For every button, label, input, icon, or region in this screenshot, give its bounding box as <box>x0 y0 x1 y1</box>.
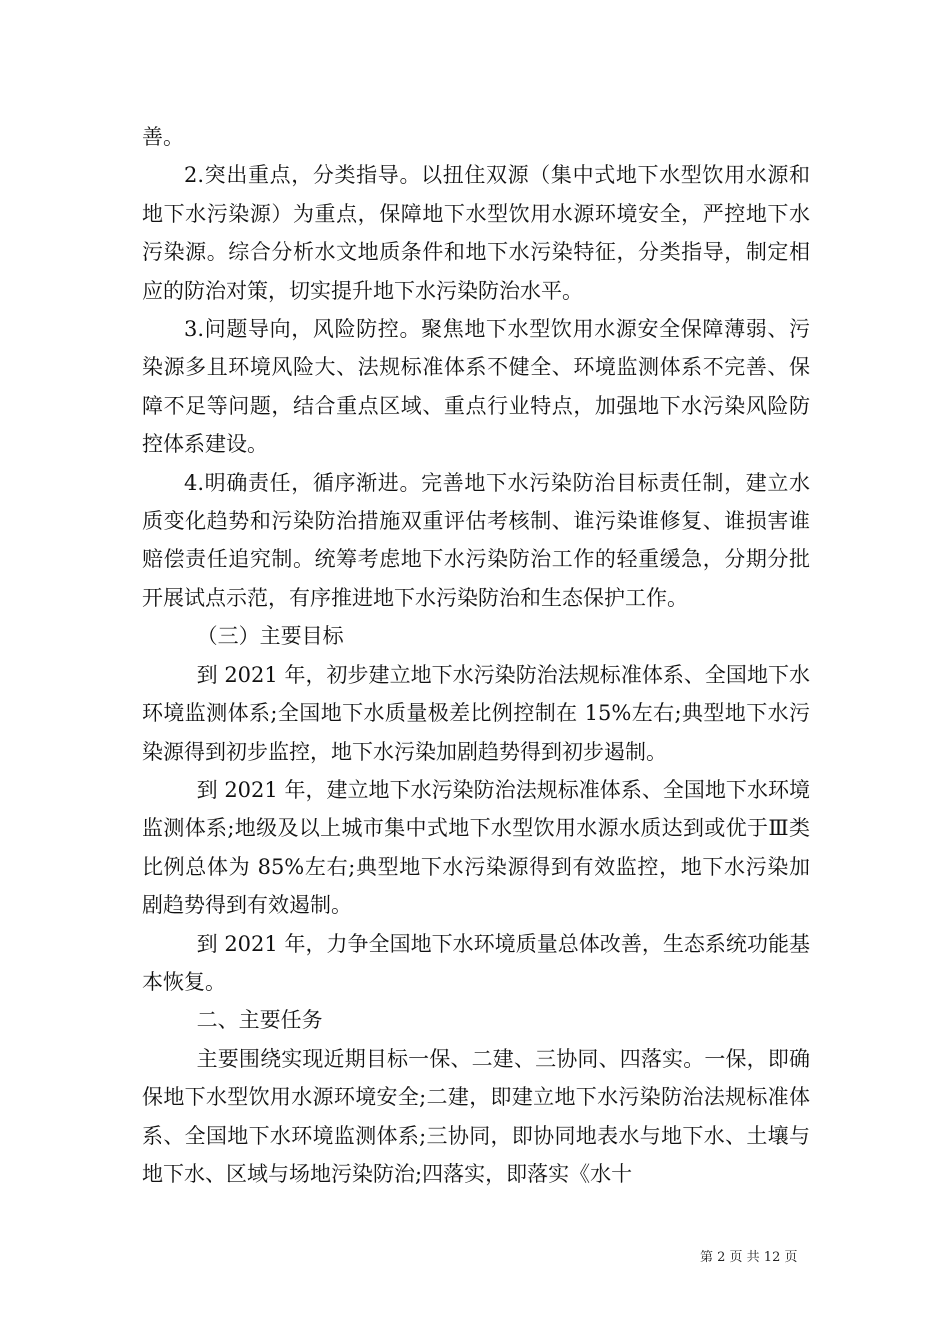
paragraph-continuation: 善。 <box>142 125 184 149</box>
section-heading-main-goals: （三）主要目标 <box>196 624 344 649</box>
paragraph-tasks-intro: 主要围绕实现近期目标一保、二建、三协同、四落实。一保，即确保地下水型饮用水源环境安全;二建，即建立地下水污染防治法规标准体系、全国地下水环境监测体系;三协同，即协同地表水与地下水、土壤与地下水、区域与场地污染防治;四落实，即落实《水十 <box>142 1046 810 1186</box>
paragraph-principle-4: 4.明确责任，循序渐进。完善地下水污染防治目标责任制，建立水质变化趋势和污染防治措施双重评估考核制、谁污染谁修复、谁损害谁赔偿责任追究制。统筹考虑地下水污染防治工作的轻重缓急，分期分批开展试点示范，有序推进地下水污染防治和生态保护工作。 <box>142 470 810 610</box>
paragraph-principle-2: 2.突出重点，分类指导。以扭住双源（集中式地下水型饮用水源和地下水污染源）为重点，保障地下水型饮用水源环境安全，严控地下水污染源。综合分析水文地质条件和地下水污染特征，分类指导，制定相应的防治对策，切实提升地下水污染防治水平。 <box>142 163 810 303</box>
paragraph-principle-3: 3.问题导向，风险防控。聚焦地下水型饮用水源安全保障薄弱、污染源多且环境风险大、法规标准体系不健全、环境监测体系不完善、保障不足等问题，结合重点区域、重点行业特点，加强地下水污染风险防控体系建设。 <box>142 317 810 457</box>
document-body <box>142 118 810 1193</box>
paragraph-goal-3: 到 2021 年，力争全国地下水环境质量总体改善，生态系统功能基本恢复。 <box>142 931 810 994</box>
page-number-footer: 第 2 页 共 12 页 <box>700 1250 798 1265</box>
paragraph-goal-1: 到 2021 年，初步建立地下水污染防治法规标准体系、全国地下水环境监测体系;全国地下水质量极差比例控制在 15%左右;典型地下水污染源得到初步监控，地下水污染加剧趋势得到初步遏制。 <box>142 662 810 764</box>
paragraph-goal-2: 到 2021 年，建立地下水污染防治法规标准体系、全国地下水环境监测体系;地级及以上城市集中式地下水型饮用水源水质达到或优于Ⅲ类比例总体为 85%左右;典型地下水污染源得到有效监控，地下水污染加剧趋势得到有效遏制。 <box>142 777 810 918</box>
section-heading-main-tasks: 二、主要任务 <box>196 1008 323 1033</box>
